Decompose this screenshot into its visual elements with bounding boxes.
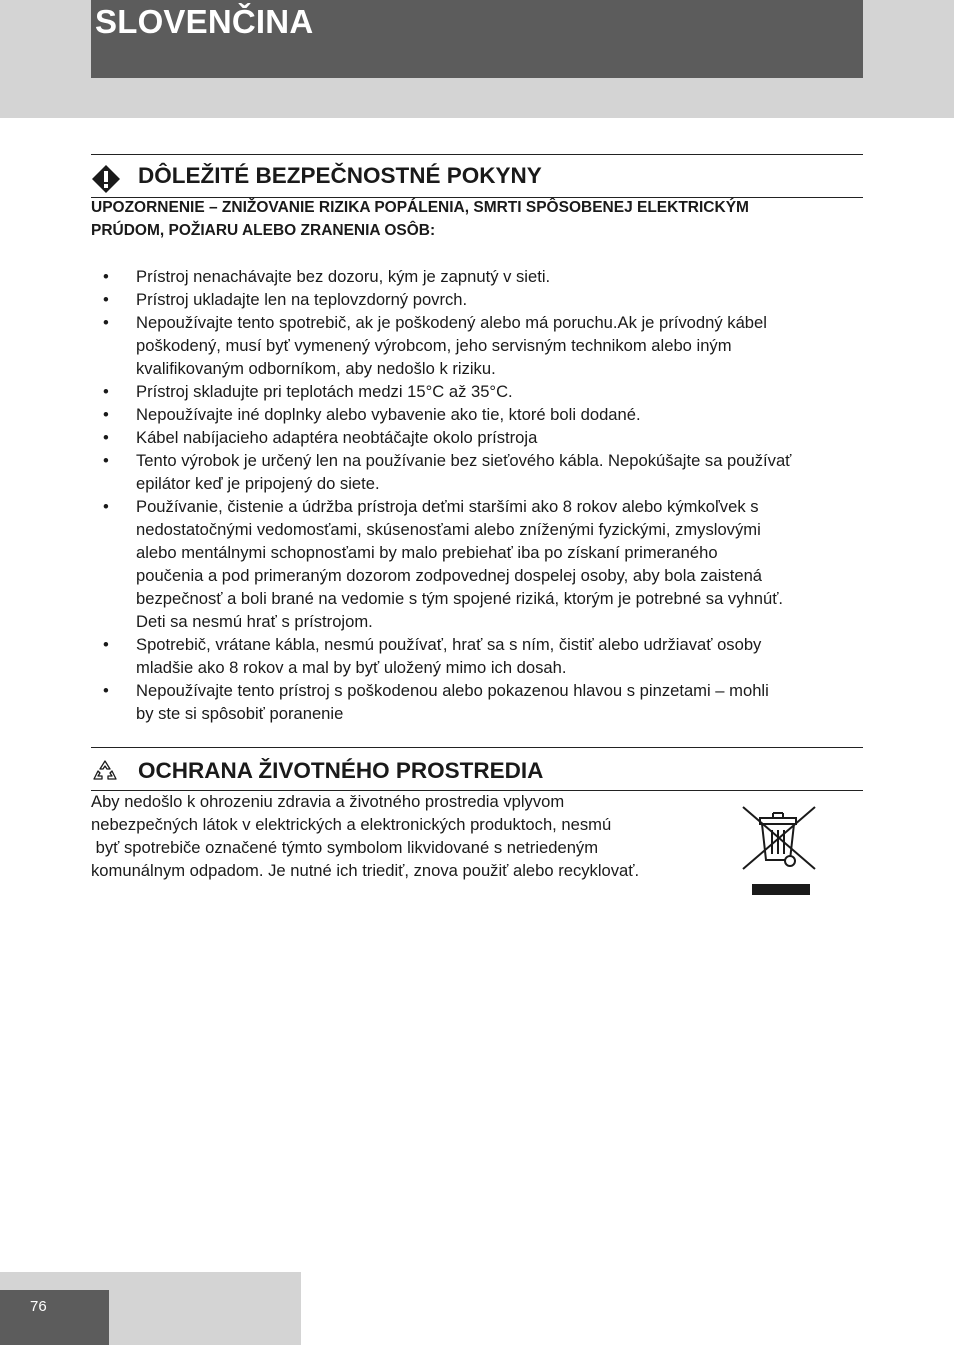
bullet-dot: • [103, 382, 109, 401]
safety-list-item-line: epilátor keď je pripojený do siete. [136, 474, 380, 493]
environment-line-1: Aby nedošlo k ohrozeniu zdravia a životného prostredia vplyvom [91, 792, 565, 811]
safety-list-item-line: Nepoužívajte tento spotrebič, ak je poškodený alebo má poruchu.Ak je prívodný kábel [136, 313, 767, 332]
bullet-dot: • [103, 635, 109, 654]
safety-list-item-line: by ste si spôsobiť poranenie [136, 704, 344, 723]
bullet-dot: • [103, 267, 109, 286]
environment-paragraph [91, 790, 731, 882]
safety-list-item-line: Prístroj skladujte pri teplotách medzi 15°C až 35°C. [136, 382, 513, 401]
page-number-box [0, 1290, 109, 1345]
page-number: 76 [30, 1298, 47, 1315]
safety-list-item [91, 449, 871, 495]
environment-heading: OCHRANA ŽIVOTNÉHO PROSTREDIA [138, 758, 544, 783]
warning-line-2: PRÚDOM, POŽIARU ALEBO ZRANENIA OSÔB: [91, 222, 436, 239]
safety-list-item-line: Deti sa nesmú hrať s prístrojom. [136, 612, 373, 631]
safety-list-item-line: Kábel nabíjacieho adaptéra neobtáčajte okolo prístroja [136, 428, 538, 447]
safety-list-item [91, 380, 871, 403]
warning-paragraph [91, 196, 863, 242]
safety-list-item-line: mladšie ako 8 rokov a mal by byť uložený mimo ich dosah. [136, 658, 567, 677]
environment-heading-bar [91, 747, 863, 791]
safety-list-item [91, 311, 871, 380]
safety-list [91, 265, 871, 725]
safety-list-item-line: Tento výrobok je určený len na používanie bez sieťového kábla. Nepokúšajte sa používať [136, 451, 792, 470]
bullet-dot: • [103, 451, 109, 470]
bullet-dot: • [103, 497, 109, 516]
safety-list-item [91, 265, 871, 288]
safety-list-item [91, 495, 871, 633]
safety-list-item [91, 679, 871, 725]
bullet-dot: • [103, 405, 109, 424]
safety-list-item-line: Používanie, čistenie a údržba prístroja deťmi staršími ako 8 rokov alebo kýmkoľvek s [136, 497, 759, 516]
crossed-out-wheelie-bin-icon [740, 804, 820, 898]
warning-line-1: UPOZORNENIE – ZNIŽOVANIE RIZIKA POPÁLENIA, SMRTI SPÔSOBENEJ ELEKTRICKÝM [91, 199, 749, 216]
safety-list-item-line: Spotrebič, vrátane kábla, nesmú používať, hrať sa s ním, čistiť alebo udržiavať osoby [136, 635, 762, 654]
safety-list-item-line: kvalifikovaným odborníkom, aby nedošlo k riziku. [136, 359, 496, 378]
safety-list-item-line: alebo mentálnymi schopnosťami by malo prebiehať iba po získaní primeraného [136, 543, 718, 562]
bullet-dot: • [103, 290, 109, 309]
recycle-icon [91, 758, 119, 786]
safety-heading: DÔLEŽITÉ BEZPEČNOSTNÉ POKYNY [138, 163, 542, 188]
safety-list-item-line: poškodený, musí byť vymenený výrobcom, jeho servisným technikom alebo iným [136, 336, 732, 355]
warning-diamond-icon [91, 164, 121, 194]
safety-list-item-line: Prístroj nenachávajte bez dozoru, kým je zapnutý v sieti. [136, 267, 551, 286]
safety-list-item [91, 403, 871, 426]
environment-line-4: komunálnym odpadom. Je nutné ich triediť, znova použiť alebo recyklovať. [91, 861, 640, 880]
safety-list-item-line: Nepoužívajte tento prístroj s poškodenou alebo pokazenou hlavou s pinzetami – mohli [136, 681, 769, 700]
safety-list-item-line: bezpečnosť a boli brané na vedomie s tým spojené riziká, ktorým je potrebné sa vyhnúť. [136, 589, 784, 608]
bullet-dot: • [103, 428, 109, 447]
safety-list-item [91, 426, 871, 449]
environment-line-3: byť spotrebiče označené týmto symbolom likvidované s netriedeným [91, 838, 599, 857]
safety-list-item-line: Prístroj ukladajte len na teplovzdorný povrch. [136, 290, 468, 309]
safety-list-item [91, 288, 871, 311]
safety-list-item-line: poučenia a pod primeraným dozorom zodpovednej dospelej osoby, aby bola zaistená [136, 566, 763, 585]
title-bar [91, 0, 863, 78]
bullet-dot: • [103, 681, 109, 700]
bullet-dot: • [103, 313, 109, 332]
safety-list-item-line: nedostatočnými vedomosťami, skúsenosťami alebo zníženými fyzickými, zmyslovými [136, 520, 761, 539]
safety-list-item [91, 633, 871, 679]
safety-heading-bar [91, 154, 863, 198]
safety-list-item-line: Nepoužívajte iné doplnky alebo vybavenie ako tie, ktoré boli dodané. [136, 405, 641, 424]
environment-line-2: nebezpečných látok v elektrických a elektronických produktoch, nesmú [91, 815, 612, 834]
page-title: SLOVENČINA [95, 3, 314, 40]
